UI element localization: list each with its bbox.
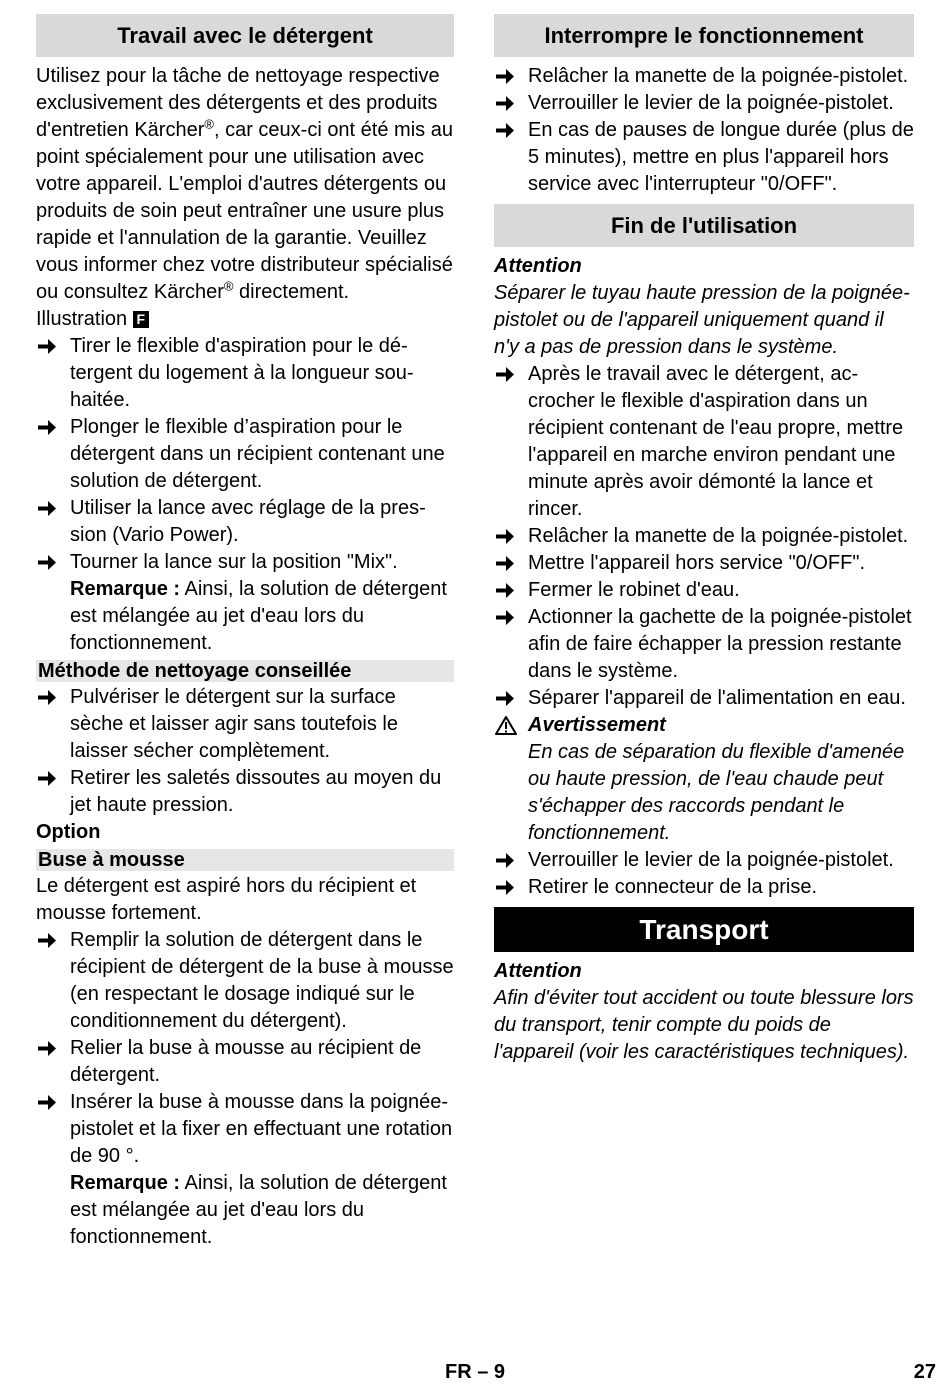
arrow-right-icon <box>36 684 58 711</box>
section-heading-transport: Transport <box>494 907 914 952</box>
warning-text: En cas de séparation du flexible d'amenée ou haute pression, de l'eau chaude peut s'échapper des raccords pendant le fonctionnement. <box>528 741 905 844</box>
list-item: Tourner la lance sur la position "Mix". <box>36 549 454 576</box>
section-heading-detergent: Travail avec le détergent <box>36 14 454 57</box>
arrow-right-icon <box>36 765 58 792</box>
list-item: Verrouiller le levier de la poignée-pistolet. <box>494 90 914 117</box>
arrow-right-icon <box>494 577 516 604</box>
arrow-right-icon <box>494 90 516 117</box>
list-item: Actionner la gachette de la poignée-pistolet afin de faire échapper la pression restante dans le système. <box>494 604 914 685</box>
option-label: Option <box>36 821 101 843</box>
page-number: 27 <box>913 1361 936 1383</box>
arrow-right-icon <box>494 685 516 712</box>
transport-attention-label: Attention <box>494 960 582 982</box>
arrow-right-icon <box>36 1089 58 1116</box>
subheading-foam-nozzle: Buse à mousse <box>36 849 454 871</box>
list-item: Remplir la solution de détergent dans le récipient de détergent de la buse à mousse (en respectant le dosage indiqué sur le conditionnement du détergent). <box>36 927 454 1035</box>
arrow-right-icon <box>494 361 516 388</box>
right-column <box>494 14 914 1066</box>
note-paragraph: Remarque : Ainsi, la solution de détergent est mélangée au jet d'eau lors du fonctionnement. <box>70 578 447 654</box>
list-item: Plonger le flexible d’aspiration pour le détergent dans un récipient contenant une solution de détergent. <box>36 414 454 495</box>
list-item: Séparer l'appareil de l'alimentation en eau. <box>494 685 914 712</box>
list-item: Fermer le robinet d'eau. <box>494 577 914 604</box>
section-heading-end-of-use: Fin de l'utilisation <box>494 204 914 247</box>
arrow-right-icon <box>36 495 58 522</box>
warning-block <box>494 712 914 847</box>
list-item: Insérer la buse à mousse dans la poignée-pistolet et la fixer en effectuant une rotation de 90 °. <box>36 1089 454 1170</box>
arrow-right-icon <box>36 1035 58 1062</box>
attention-text: Séparer le tuyau haute pression de la poignée-pistolet ou de l'appareil uniquement quand il n'y a pas de pression dans le système. <box>494 282 910 358</box>
arrow-right-icon <box>494 117 516 144</box>
figure-letter-badge: F <box>133 311 149 328</box>
arrow-right-icon <box>36 414 58 441</box>
list-item: Retirer les saletés dissoutes au moyen du jet haute pression. <box>36 765 454 819</box>
arrow-right-icon <box>494 550 516 577</box>
arrow-right-icon <box>36 549 58 576</box>
arrow-right-icon <box>36 927 58 954</box>
attention-label: Attention <box>494 255 582 277</box>
subheading-method: Méthode de nettoyage conseillée <box>36 660 454 682</box>
transport-attention-text: Afin d'éviter tout accident ou toute blessure lors du transport, tenir compte du poids de l'appareil (voir les caractéristiques techniques). <box>494 987 914 1063</box>
list-item: Tirer le flexible d'aspiration pour le détergent du logement à la longueur souhaitée. <box>36 333 454 414</box>
list-item: Pulvériser le détergent sur la surface sèche et laisser agir sans toutefois le laisser sécher complètement. <box>36 684 454 765</box>
arrow-right-icon <box>494 523 516 550</box>
arrow-right-icon <box>494 847 516 874</box>
list-item: Utiliser la lance avec réglage de la pression (Vario Power). <box>36 495 454 549</box>
intro-paragraph: Utilisez pour la tâche de nettoyage respective exclusivement des détergents et des produits d'entretien Kärcher®, car ceux-ci ont été mis au point spécialement pour une utilisation avec votre appareil. L'emploi d'autres détergents ou produits de soin peut entraîner une usure plus rapide et l'annulation de la garantie. Veuillez vous informer chez votre distributeur spécialisé ou consultez Kärcher® directement. <box>36 65 453 303</box>
list-item: En cas de pauses de longue durée (plus de 5 minutes), mettre en plus l'appareil hors service avec l'interrupteur "0/OFF". <box>494 117 914 198</box>
arrow-right-icon <box>494 63 516 90</box>
illustration-reference: Illustration F <box>36 306 454 333</box>
note-paragraph: Remarque : Ainsi, la solution de détergent est mélangée au jet d'eau lors du fonctionnement. <box>70 1172 447 1248</box>
left-column <box>36 14 454 1251</box>
list-item: Après le travail avec le détergent, accrocher le flexible d'aspiration dans un récipient contenant de l'eau propre, mettre l'appareil en marche environ pendant une minute après avoir démonté la lance et rincer. <box>494 361 914 523</box>
arrow-right-icon <box>36 333 58 360</box>
arrow-right-icon <box>494 874 516 901</box>
section-heading-interrupt: Interrompre le fonctionnement <box>494 14 914 57</box>
list-item: Mettre l'appareil hors service "0/OFF". <box>494 550 914 577</box>
list-item: Relier la buse à mousse au récipient de détergent. <box>36 1035 454 1089</box>
list-item: Relâcher la manette de la poignée-pistolet. <box>494 63 914 90</box>
foam-intro: Le détergent est aspiré hors du récipient et mousse fortement. <box>36 875 417 924</box>
list-item: Retirer le connecteur de la prise. <box>494 874 914 901</box>
list-item: Relâcher la manette de la poignée-pistolet. <box>494 523 914 550</box>
list-item: Verrouiller le levier de la poignée-pistolet. <box>494 847 914 874</box>
page-label: FR – 9 <box>444 1361 506 1383</box>
warning-label: Avertissement <box>528 714 666 736</box>
arrow-right-icon <box>494 604 516 631</box>
warning-triangle-icon <box>494 712 518 739</box>
